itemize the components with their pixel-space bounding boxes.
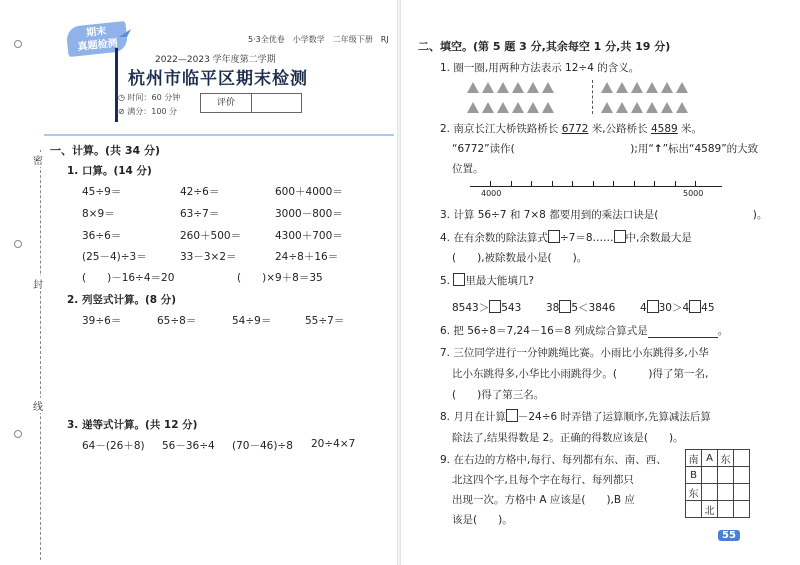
triangle-shape (661, 82, 673, 93)
direction-grid (685, 449, 750, 518)
q2-7-line1: 7. 三位同学进行一分钟跳绳比赛。小雨比小东跳得多,小华 (440, 347, 709, 359)
q2-title: 2. 列竖式计算。(8 分) (67, 294, 177, 306)
school-year: 2022—2023 学年度第二学期 (155, 55, 276, 65)
blank-box[interactable] (559, 300, 571, 313)
binding-hole (14, 240, 22, 248)
grid-cell: 南 (686, 450, 702, 467)
q2-2-text-a: 2. 南京长江大桥铁路桥长 (440, 123, 559, 135)
clock-icon: ◷ (118, 93, 128, 102)
number-line-tick (572, 181, 573, 187)
q2-5-text: 里最大能填几? (465, 275, 534, 287)
time-info (118, 92, 180, 103)
grid-cell (718, 467, 734, 484)
q2-5-items (452, 300, 715, 315)
grid-cell (734, 450, 750, 467)
stepwise-item: 64－(26＋8) (82, 440, 145, 452)
number-line-tick (675, 181, 676, 187)
header-separator (44, 134, 394, 136)
q2-2-line3: 位置。 (452, 163, 484, 175)
q2-6-text: 6. 把 56÷8＝7,24－16＝8 列成综合算式是 (440, 325, 648, 337)
q2-4-line1 (440, 230, 692, 245)
triangle-shape (512, 102, 524, 113)
blank-box[interactable] (548, 230, 560, 243)
triangle-shape (497, 82, 509, 93)
triangle-shape (676, 82, 688, 93)
page-fold (397, 0, 401, 565)
q2-1-text: 1. 圈一圈,用两种方法表示 12÷4 的含义。 (440, 62, 640, 74)
triangle-shape (631, 102, 643, 113)
q2-8-line2: 除法了,结果得数是 2。正确的得数应该是( )。 (452, 432, 684, 444)
divider-dashed (592, 80, 593, 114)
q2-5-c2: 30＞4 (658, 302, 690, 314)
triangle-shape (482, 82, 494, 93)
grid-cell (734, 501, 750, 518)
grid-cell (734, 467, 750, 484)
triangle-shape (482, 102, 494, 113)
q2-9-line3: 出现一次。方格中 A 应该是( ),B 应 (452, 494, 635, 506)
vertical-calc-item: 55÷7＝ (305, 315, 345, 327)
oral-item: 260＋500＝ (180, 230, 242, 242)
q2-2-line2 (452, 141, 758, 156)
triangle-group-left (467, 82, 554, 119)
oral-item: 600＋4000＝ (275, 186, 343, 198)
q2-5-title (440, 273, 534, 288)
q2-9-line4: 该是( )。 (452, 514, 513, 526)
number-line-tick (511, 181, 512, 187)
triangle-shape (631, 82, 643, 93)
triangle-shape (601, 82, 613, 93)
q2-8-text-b: －24÷6 时弄错了运算顺序,先算减法后算 (517, 411, 711, 423)
triangle-shape (542, 102, 554, 113)
blank-box[interactable] (506, 409, 518, 422)
score-label: 评价 (201, 94, 252, 112)
triangle-shape (676, 102, 688, 113)
number-line-tick (490, 181, 491, 187)
triangle-shape (512, 82, 524, 93)
number-line-tick (613, 181, 614, 187)
blank-box[interactable] (647, 300, 659, 313)
q2-5-b1: 38 (545, 302, 560, 314)
badge-line2: 真题检测 (77, 37, 119, 54)
grid-cell: A (702, 450, 718, 467)
grid-cell: 北 (702, 501, 718, 518)
triangle-shape (467, 102, 479, 113)
triangle-group-right (601, 82, 688, 119)
triangle-shape (646, 82, 658, 93)
binding-hole (14, 40, 22, 48)
series-label: 5·3全优卷 小学数学 二年级下册 RJ (248, 35, 389, 44)
section1-heading: 一、计算。(共 34 分) (50, 144, 161, 157)
q2-2-mark-prompt: ”标出“4589”的大致 (662, 143, 759, 155)
number-line-tick (531, 181, 532, 187)
oral-item: 36÷6＝ (82, 230, 122, 242)
triangle-shape (646, 102, 658, 113)
grid-cell (734, 484, 750, 501)
triangle-shape (542, 82, 554, 93)
q2-2-text-c: 米。 (681, 123, 703, 135)
stepwise-item: 56－36÷4 (162, 440, 215, 452)
binding-hole (14, 430, 22, 438)
q2-4-line2: ( ),被除数最小是( )。 (452, 252, 588, 264)
stepwise-item: (70－46)÷8 (232, 440, 293, 452)
triangle-shape (467, 82, 479, 93)
number-line-tick (593, 181, 594, 187)
oral-item: 24÷8＋16＝ (275, 251, 339, 263)
q2-9-line2: 北这四个字,且每个字在每行、每列都只 (452, 474, 634, 486)
oral-item: ( )×9＋8＝35 (237, 272, 323, 284)
q2-2-read-prompt: “6772”读作( );用“ (452, 143, 654, 155)
q2-5-number: 5. (440, 275, 454, 287)
grid-cell: B (686, 467, 702, 484)
oral-item: (25－4)÷3＝ (82, 251, 147, 263)
grid-cell (718, 484, 734, 501)
check-icon: ⊘ (118, 107, 128, 116)
number-line-tick (654, 181, 655, 187)
number-line-left-label: 4000 (481, 189, 502, 198)
blank-box[interactable] (614, 230, 626, 243)
q2-2-text-b: 米,公路桥长 (591, 123, 648, 135)
bridge-rail-length: 6772 (561, 123, 589, 135)
binding-char-xian: 线 (33, 398, 43, 413)
exam-title: 杭州市临平区期末检测 (128, 69, 308, 89)
binding-char-feng: 封 (33, 276, 43, 291)
triangle-shape (527, 82, 539, 93)
oral-item: 63÷7＝ (180, 208, 220, 220)
binding-char-mi: 密 (33, 152, 43, 167)
oral-item: 3000－800＝ (275, 208, 343, 220)
q2-8-text-a: 8. 月月在计算 (440, 411, 506, 423)
number-line-tick (552, 181, 553, 187)
answer-line[interactable] (648, 326, 718, 338)
triangle-shape (601, 102, 613, 113)
time-text: 时间：60 分钟 (127, 93, 181, 102)
number-line-tick (634, 181, 635, 187)
grid-cell (686, 501, 702, 518)
number-line (470, 186, 722, 187)
q2-5-b2: 5＜3846 (571, 302, 616, 314)
triangle-shape (497, 102, 509, 113)
section2-heading: 二、填空。(第 5 题 3 分,其余每空 1 分,共 19 分) (418, 40, 671, 53)
triangle-shape (616, 102, 628, 113)
score-box (200, 93, 302, 113)
q2-6-end: 。 (717, 325, 729, 337)
arrow-up-icon: ↑ (653, 143, 663, 155)
q2-4-text-c: 中,余数最大是 (625, 232, 692, 244)
binding-dashed-line (40, 150, 41, 560)
vertical-calc-item: 65÷8＝ (157, 315, 197, 327)
number-line-tick (695, 181, 696, 187)
triangle-shape (527, 102, 539, 113)
q2-4-text-a: 4. 在有余数的除法算式 (440, 232, 548, 244)
stepwise-item: 20÷4×7 (311, 438, 356, 450)
triangle-shape (616, 82, 628, 93)
vertical-calc-item: 54÷9＝ (232, 315, 272, 327)
grid-cell (702, 467, 718, 484)
q2-7-line2: 比小东跳得多,小华比小雨跳得少。( )得了第一名, (452, 368, 709, 380)
bridge-road-length: 4589 (650, 123, 678, 135)
q2-5-a2: 543 (501, 302, 522, 314)
blank-box[interactable] (489, 300, 501, 313)
grid-cell (718, 501, 734, 518)
oral-item: 4300＋700＝ (275, 230, 343, 242)
oral-item: 42÷6＝ (180, 186, 220, 198)
oral-item: 33－3×2＝ (180, 251, 237, 263)
q2-9-line1: 9. 在右边的方格中,每行、每列都有东、南、西、 (440, 454, 667, 466)
score-info (118, 106, 177, 117)
blank-box[interactable] (453, 273, 465, 286)
full-score-text: 满分：100 分 (127, 107, 178, 116)
grid-cell: 东 (718, 450, 734, 467)
q1-title: 1. 口算。(14 分) (67, 165, 152, 177)
grid-cell: 东 (686, 484, 702, 501)
oral-item: ( )－16÷4＝20 (82, 272, 175, 284)
q2-5-c3: 45 (701, 302, 715, 314)
q2-5-a1: 8543＞ (452, 302, 490, 314)
q2-8-line1 (440, 409, 711, 424)
rocket-icon (118, 28, 132, 38)
q3-title: 3. 递等式计算。(共 12 分) (67, 419, 198, 431)
page-number: 55 (718, 530, 740, 541)
q2-2-line1 (440, 121, 702, 136)
blank-box[interactable] (689, 300, 701, 313)
vertical-calc-item: 39÷6＝ (82, 315, 122, 327)
q2-5-c1: 4 (639, 302, 647, 314)
oral-item: 45÷9＝ (82, 186, 122, 198)
q2-3-text: 3. 计算 56÷7 和 7×8 都要用到的乘法口诀是( )。 (440, 209, 768, 221)
grid-cell (702, 484, 718, 501)
number-line-right-label: 5000 (683, 189, 704, 198)
q2-6-line (440, 323, 728, 338)
q2-4-text-b: ÷7＝8…… (559, 232, 614, 244)
badge-line1: 期末 (85, 26, 107, 40)
triangle-shape (661, 102, 673, 113)
oral-item: 8×9＝ (82, 208, 115, 220)
q2-7-line3: ( )得了第三名。 (452, 389, 545, 401)
